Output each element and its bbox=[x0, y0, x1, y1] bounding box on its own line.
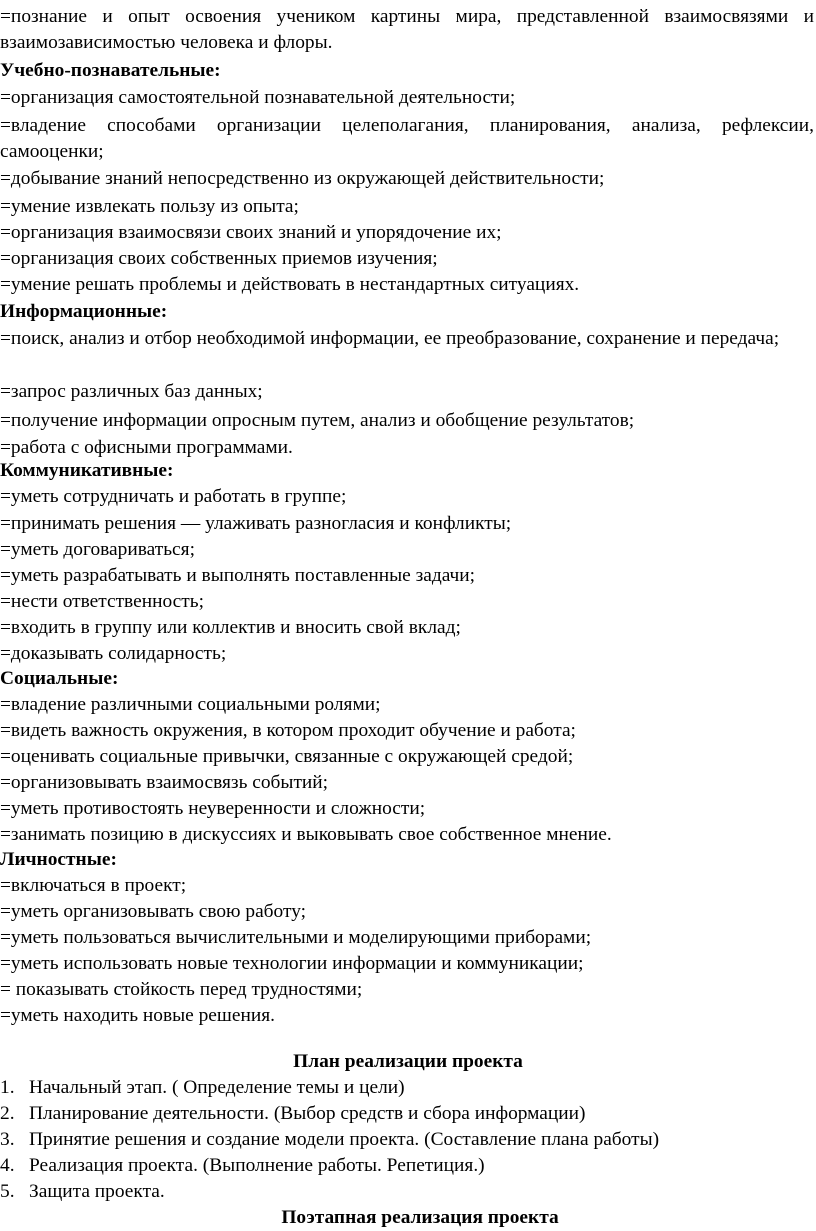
list-item: =организовывать взаимосвязь событий; bbox=[0, 772, 329, 793]
intro-paragraph: =познание и опыт освоения учеником картины мира, представленной взаимосвязями и взаимозависимостью человека и флоры. bbox=[0, 6, 814, 53]
section-heading-personal: Личностные: bbox=[0, 849, 117, 870]
list-item: =получение информации опросным путем, анализ и обобщение результатов; bbox=[0, 410, 635, 431]
plan-item-text: Принятие решения и создание модели проекта. (Составление плана работы) bbox=[29, 1129, 660, 1150]
plan-item-number: 4. bbox=[0, 1155, 15, 1176]
plan-item-text: Реализация проекта. (Выполнение работы. Репетиция.) bbox=[29, 1155, 485, 1176]
list-item: =организация самостоятельной познавательной деятельности; bbox=[0, 87, 516, 108]
list-item: =принимать решения — улаживать разногласия и конфликты; bbox=[0, 513, 512, 534]
list-item: =работа с офисными программами. bbox=[0, 437, 293, 458]
list-item: =нести ответственность; bbox=[0, 591, 204, 612]
list-item: =уметь организовывать свою работу; bbox=[0, 901, 307, 922]
plan-item-number: 5. bbox=[0, 1181, 15, 1202]
list-item: =занимать позицию в дискуссиях и выковывать свое собственное мнение. bbox=[0, 824, 612, 845]
plan-item-text: Начальный этап. ( Определение темы и цели) bbox=[29, 1077, 405, 1098]
list-item: =умение извлекать пользу из опыта; bbox=[0, 196, 299, 217]
list-item: =уметь пользоваться вычислительными и моделирующими приборами; bbox=[0, 927, 592, 948]
list-item: =добывание знаний непосредственно из окружающей действительности; bbox=[0, 168, 605, 189]
list-item: =уметь разрабатывать и выполнять поставленные задачи; bbox=[0, 565, 476, 586]
list-item: =доказывать солидарность; bbox=[0, 643, 227, 664]
list-item: =уметь договариваться; bbox=[0, 539, 195, 560]
list-item: =оценивать социальные привычки, связанные с окружающей средой; bbox=[0, 746, 574, 767]
plan-title: План реализации проекта bbox=[293, 1051, 523, 1072]
plan-item-number: 1. bbox=[0, 1077, 15, 1098]
list-item: =уметь сотрудничать и работать в группе; bbox=[0, 486, 347, 507]
list-item: =видеть важность окружения, в котором проходит обучение и работа; bbox=[0, 720, 576, 741]
list-item: =запрос различных баз данных; bbox=[0, 381, 263, 402]
list-item: =владение различными социальными ролями; bbox=[0, 694, 381, 715]
plan-list-item bbox=[0, 1101, 814, 1127]
plan-list-item bbox=[0, 1075, 814, 1101]
section-heading-educational: Учебно-познавательные: bbox=[0, 60, 221, 81]
list-item: =владение способами организации целеполагания, планирования, анализа, рефлексии, самооценки; bbox=[0, 115, 814, 162]
stage-realization-title: Поэтапная реализация проекта bbox=[281, 1207, 559, 1228]
plan-list-item bbox=[0, 1127, 814, 1153]
section-heading-communicative: Коммуникативные: bbox=[0, 460, 174, 481]
section-heading-informational: Информационные: bbox=[0, 301, 168, 322]
list-item: =включаться в проект; bbox=[0, 875, 187, 896]
list-item: =организация своих собственных приемов изучения; bbox=[0, 248, 438, 269]
list-item: =уметь противостоять неуверенности и сложности; bbox=[0, 798, 426, 819]
plan-item-number: 3. bbox=[0, 1129, 15, 1150]
plan-list-item bbox=[0, 1179, 814, 1205]
list-item: =поиск, анализ и отбор необходимой информации, ее преобразование, сохранение и передача; bbox=[0, 328, 780, 349]
section-heading-social: Социальные: bbox=[0, 668, 119, 689]
list-item: =уметь находить новые решения. bbox=[0, 1005, 275, 1026]
plan-list-item bbox=[0, 1153, 814, 1179]
list-item: =уметь использовать новые технологии информации и коммуникации; bbox=[0, 953, 584, 974]
list-item: =умение решать проблемы и действовать в нестандартных ситуациях. bbox=[0, 274, 580, 295]
list-item: =организация взаимосвязи своих знаний и упорядочение их; bbox=[0, 222, 502, 243]
plan-item-number: 2. bbox=[0, 1103, 15, 1124]
plan-item-text: Защита проекта. bbox=[29, 1181, 165, 1202]
list-item: =входить в группу или коллектив и вносить свой вклад; bbox=[0, 617, 461, 638]
plan-item-text: Планирование деятельности. (Выбор средств и сбора информации) bbox=[29, 1103, 586, 1124]
list-item: = показывать стойкость перед трудностями; bbox=[0, 979, 363, 1000]
